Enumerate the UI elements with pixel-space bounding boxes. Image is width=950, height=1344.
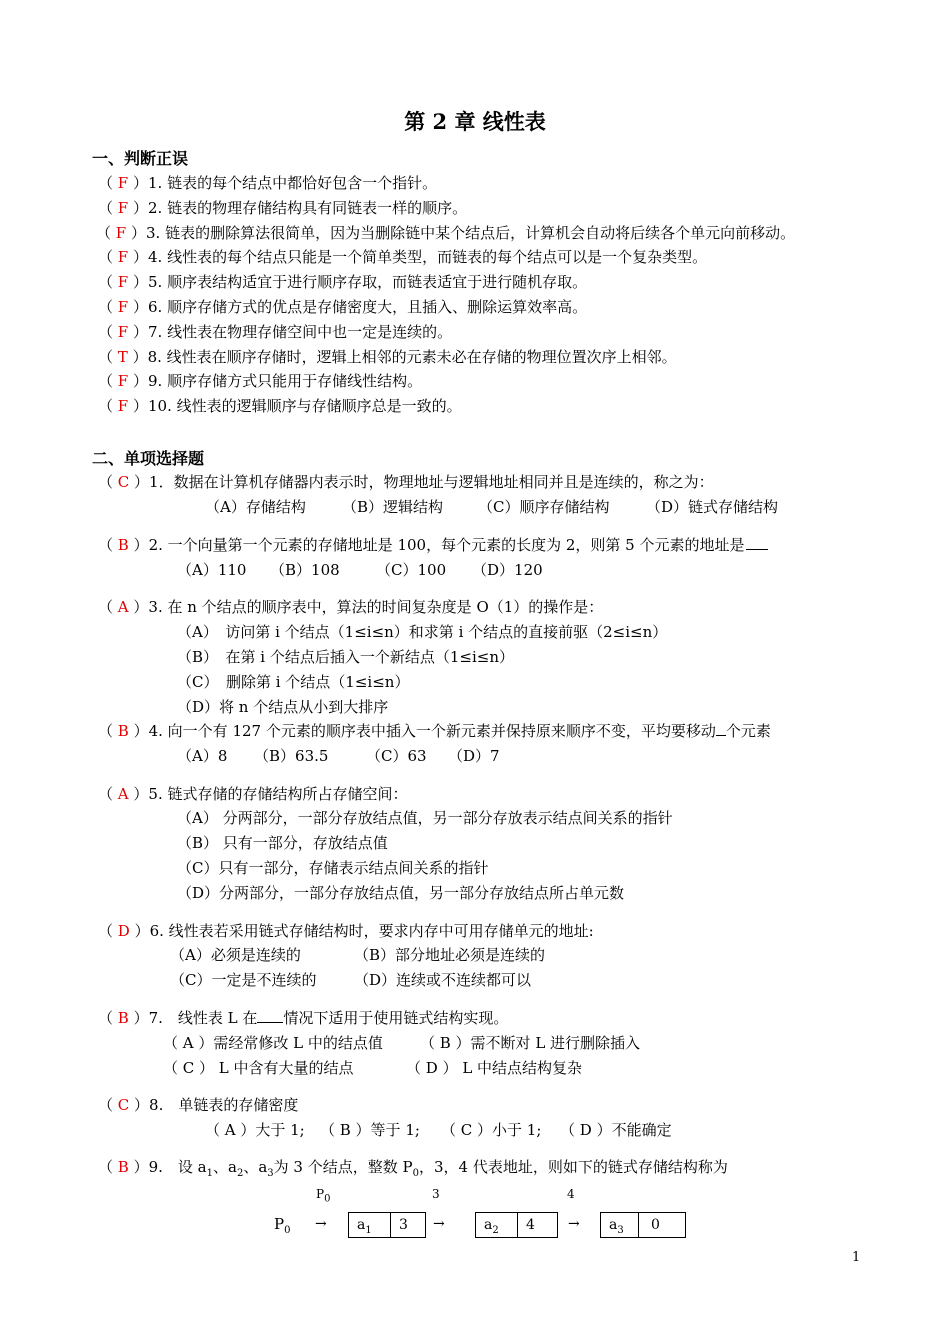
answer-mark: F: [117, 298, 129, 316]
option-a: （A） 分两部分，一部分存放结点值，另一部分存放表示结点间关系的指针: [177, 809, 673, 827]
option-a: （A）存储结构: [205, 498, 306, 516]
question-8: （ C ）8. 单链表的存储密度: [98, 1096, 299, 1114]
true-false-item: [98, 173, 437, 193]
page-title: 第 2 章 线性表: [404, 109, 546, 134]
option-b: （B） 只有一部分，存放结点值: [177, 834, 388, 852]
option-d: （D）分两部分，一部分存放结点值，另一部分存放结点所占单元数: [177, 884, 625, 902]
answer-blank: [257, 1008, 283, 1023]
true-false-item: [98, 272, 587, 292]
question-6: （ D ）6. 线性表若采用链式存储结构时，要求内存中可用存储单元的地址:: [98, 922, 594, 940]
subscript: 2: [492, 1224, 499, 1236]
answer-mark: B: [117, 536, 129, 554]
option-c: （C）63: [366, 747, 427, 765]
true-false-item: [98, 247, 707, 267]
subscript: 1: [365, 1224, 372, 1236]
section-heading-multiple-choice: 二、单项选择题: [92, 449, 205, 468]
bracket: （: [98, 322, 118, 341]
option-c: （C）顺序存储结构: [478, 498, 610, 516]
node-data-text: a: [609, 1217, 618, 1233]
question-4: （ B ）4. 向一个有 127 个元素的顺序表中插入一个新元素并保持原来顺序不变，平均要移动 个元素: [98, 722, 771, 740]
node-data: [357, 1213, 372, 1237]
question-stem: ，3，4 代表地址，则如下的链式存储结构称为: [418, 1158, 728, 1176]
address-label-text: P: [316, 1187, 325, 1201]
bracket: （: [98, 174, 118, 192]
bracket: ）: [128, 273, 148, 292]
head-pointer-label: [274, 1214, 290, 1241]
bracket: （: [98, 397, 118, 416]
node-next: 0: [651, 1217, 660, 1233]
question-1: （ C ）1．数据在计算机存储器内表示时，物理地址与逻辑地址相同并且是连续的，称之为：: [98, 473, 714, 491]
statement-text: 2. 链表的物理存储结构具有同链表一样的顺序。: [147, 198, 468, 217]
option-b: （B）63.5: [254, 747, 329, 765]
question-stem: 4. 向一个有 127 个元素的顺序表中插入一个新元素并保持原来顺序不变，平均要移动: [148, 722, 716, 740]
question-stem: 8. 单链表的存储密度: [149, 1096, 299, 1114]
bracket: （: [98, 273, 118, 292]
true-false-item: [96, 223, 795, 243]
option-a: （A）110: [177, 561, 247, 579]
question-stem: 9. 设 a: [148, 1158, 207, 1176]
bracket: （: [96, 223, 116, 242]
option-c: （C） 删除第 i 个结点（1≤i≤n）: [177, 673, 410, 691]
question-stem: 7. 线性表 L 在: [148, 1009, 258, 1027]
subscript: 0: [324, 1193, 331, 1205]
address-label-4: 4: [567, 1187, 575, 1201]
subscript: 0: [412, 1168, 419, 1179]
option-b: （B） 在第 i 个结点后插入一个新结点（1≤i≤n）: [177, 648, 514, 666]
node-1: [348, 1212, 426, 1238]
bracket: （: [98, 248, 118, 267]
option-d: （D）120: [472, 561, 543, 579]
answer-mark: D: [117, 922, 130, 940]
page-number: 1: [852, 1250, 861, 1265]
answer-mark: B: [117, 722, 129, 740]
question-stem: 6. 线性表若采用链式存储结构时，要求内存中可用存储单元的地址:: [149, 922, 594, 940]
subscript: 3: [617, 1224, 624, 1236]
node-divider: [390, 1213, 391, 1237]
option-a: （A）8: [177, 747, 228, 765]
answer-blank: [716, 721, 726, 736]
bracket: ）: [128, 322, 148, 341]
address-label-3: 3: [432, 1187, 440, 1201]
bracket: （: [98, 198, 118, 217]
node-next: 3: [399, 1217, 408, 1233]
bracket: ）: [128, 372, 148, 391]
node-data-text: a: [357, 1217, 366, 1233]
answer-mark: F: [117, 174, 129, 192]
arrow-icon: →: [568, 1216, 580, 1232]
node-next: 4: [526, 1217, 535, 1233]
subscript: 0: [284, 1225, 291, 1236]
option-a: （A） 访问第 i 个结点（1≤i≤n）和求第 i 个结点的直接前驱（2≤i≤n）: [177, 623, 668, 641]
section-heading-true-false: 一、判断正误: [92, 149, 189, 168]
true-false-item: [98, 371, 422, 391]
subscript: 1: [206, 1168, 213, 1179]
option-d: （ D ） L 中结点结构复杂: [406, 1059, 583, 1077]
node-3: [600, 1212, 686, 1238]
node-2: [475, 1212, 558, 1238]
question-9: （ B ）9. 设 $a_1$、$a_2$、$a_3$为 3 个结点，整数 $P_0$，3，4 代表地址，则如下的链式存储结构称为: [98, 1158, 728, 1179]
node-divider: [517, 1213, 518, 1237]
answer-mark: F: [115, 223, 127, 242]
option-a: （A）必须是连续的: [170, 946, 301, 964]
answer-mark: F: [117, 248, 129, 267]
node-data: [609, 1213, 624, 1237]
option-c: （C）只有一部分，存储表示结点间关系的指针: [177, 859, 489, 877]
answer-mark: C: [117, 1096, 130, 1114]
true-false-item: [98, 297, 587, 317]
answer-mark: C: [117, 473, 130, 491]
question-stem: 为 3 个结点，整数 P: [273, 1158, 413, 1176]
answer-mark: F: [117, 273, 129, 292]
statement-text: 4. 线性表的每个结点只能是一个简单类型，而链表的每个结点可以是一个复杂类型。: [147, 248, 708, 267]
answer-mark: F: [117, 397, 129, 416]
bracket: ）: [128, 174, 148, 192]
option-b: （B）逻辑结构: [342, 498, 444, 516]
address-label-p0: [316, 1184, 330, 1209]
subscript: 3: [267, 1168, 274, 1179]
statement-text: 5. 顺序表结构适宜于进行顺序存取，而链表适宜于进行随机存取。: [147, 273, 588, 292]
answer-mark: A: [117, 785, 129, 803]
answer-mark: A: [117, 598, 129, 616]
option-b: （B）部分地址必须是连续的: [354, 946, 546, 964]
bracket: ）: [128, 298, 148, 316]
question-stem: 5. 链式存储的存储结构所占存储空间：: [148, 785, 408, 803]
option-a: （ A ）大于 1;: [205, 1121, 305, 1139]
subscript: 2: [236, 1168, 244, 1179]
bracket: （: [98, 372, 118, 391]
answer-mark: F: [117, 322, 129, 341]
option-c: （C）100: [376, 561, 447, 579]
bracket: ）: [128, 248, 148, 267]
node-data: [484, 1213, 499, 1237]
true-false-item: [98, 396, 462, 416]
question-stem-end: 情况下适用于使用链式结构实现。: [283, 1009, 509, 1027]
bracket: （: [98, 347, 118, 366]
arrow-icon: →: [315, 1216, 327, 1232]
option-d: （D）7: [448, 747, 500, 765]
bracket: ）: [126, 223, 146, 242]
true-false-item: [98, 198, 467, 218]
option-b: （ B ）等于 1;: [320, 1121, 420, 1139]
statement-text: 10. 线性表的逻辑顺序与存储顺序总是一致的。: [147, 397, 462, 416]
option-b: （ B ）需不断对 L 进行删除插入: [420, 1034, 641, 1052]
question-stem: 2. 一个向量第一个元素的存储地址是 100，每个元素的长度为 2，则第 5 个元素的地址是: [148, 536, 745, 554]
option-c: （ C ）小于 1;: [441, 1121, 542, 1139]
statement-text: 1. 链表的每个结点中都恰好包含一个指针。: [147, 174, 438, 192]
question-2: （ B ）2. 一个向量第一个元素的存储地址是 100，每个元素的长度为 2，则第 5 个元素的地址是: [98, 535, 768, 555]
bracket: ）: [128, 198, 148, 217]
statement-text: 3. 链表的删除算法很简单，因为当删除链中某个结点后，计算机会自动将后续各个单元向前移动。: [145, 223, 796, 242]
option-b: （B）108: [270, 561, 340, 579]
question-stem: 、a: [243, 1158, 268, 1176]
option-c: （C）一定是不连续的: [170, 971, 317, 989]
node-divider: [638, 1213, 639, 1237]
option-d: （D）将 n 个结点从小到大排序: [177, 698, 389, 716]
option-d: （D）链式存储结构: [646, 498, 779, 516]
answer-mark: F: [117, 198, 129, 217]
bracket: ）: [127, 347, 148, 366]
bracket: ）: [128, 397, 148, 416]
option-a: （ A ）需经常修改 L 中的结点值: [163, 1034, 383, 1052]
option-c: （ C ） L 中含有大量的结点: [163, 1059, 354, 1077]
question-stem-end: 个元素: [725, 722, 771, 740]
question-stem: 3. 在 n 个结点的顺序表中，算法的时间复杂度是 O（1）的操作是：: [148, 598, 604, 616]
answer-blank: [746, 535, 768, 550]
option-d: （ D ）不能确定: [560, 1121, 672, 1139]
answer-mark: T: [117, 347, 128, 366]
arrow-icon: →: [433, 1216, 445, 1232]
statement-text: 6. 顺序存储方式的优点是存储密度大，且插入、删除运算效率高。: [147, 298, 588, 316]
statement-text: 7. 线性表在物理存储空间中也一定是连续的。: [147, 322, 453, 341]
question-7: （ B ）7. 线性表 L 在 情况下适用于使用链式结构实现。: [98, 1009, 509, 1027]
bracket: （: [98, 298, 118, 316]
answer-mark: B: [117, 1009, 129, 1027]
question-5: （ A ）5. 链式存储的存储结构所占存储空间：: [98, 785, 408, 803]
option-d: （D）连续或不连续都可以: [354, 971, 532, 989]
true-false-item: [98, 347, 677, 367]
question-stem: 1．数据在计算机存储器内表示时，物理地址与逻辑地址相同并且是连续的，称之为：: [149, 473, 714, 491]
head-pointer-text: P: [274, 1215, 285, 1233]
answer-mark: B: [117, 1158, 129, 1176]
true-false-item: [98, 322, 452, 342]
answer-mark: F: [117, 372, 129, 391]
statement-text: 8. 线性表在顺序存储时，逻辑上相邻的元素未必在存储的物理位置次序上相邻。: [147, 347, 677, 366]
question-stem: 、a: [213, 1158, 237, 1176]
question-3: （ A ）3. 在 n 个结点的顺序表中，算法的时间复杂度是 O（1）的操作是：: [98, 598, 604, 616]
node-data-text: a: [484, 1217, 493, 1233]
statement-text: 9. 顺序存储方式只能用于存储线性结构。: [147, 372, 423, 391]
